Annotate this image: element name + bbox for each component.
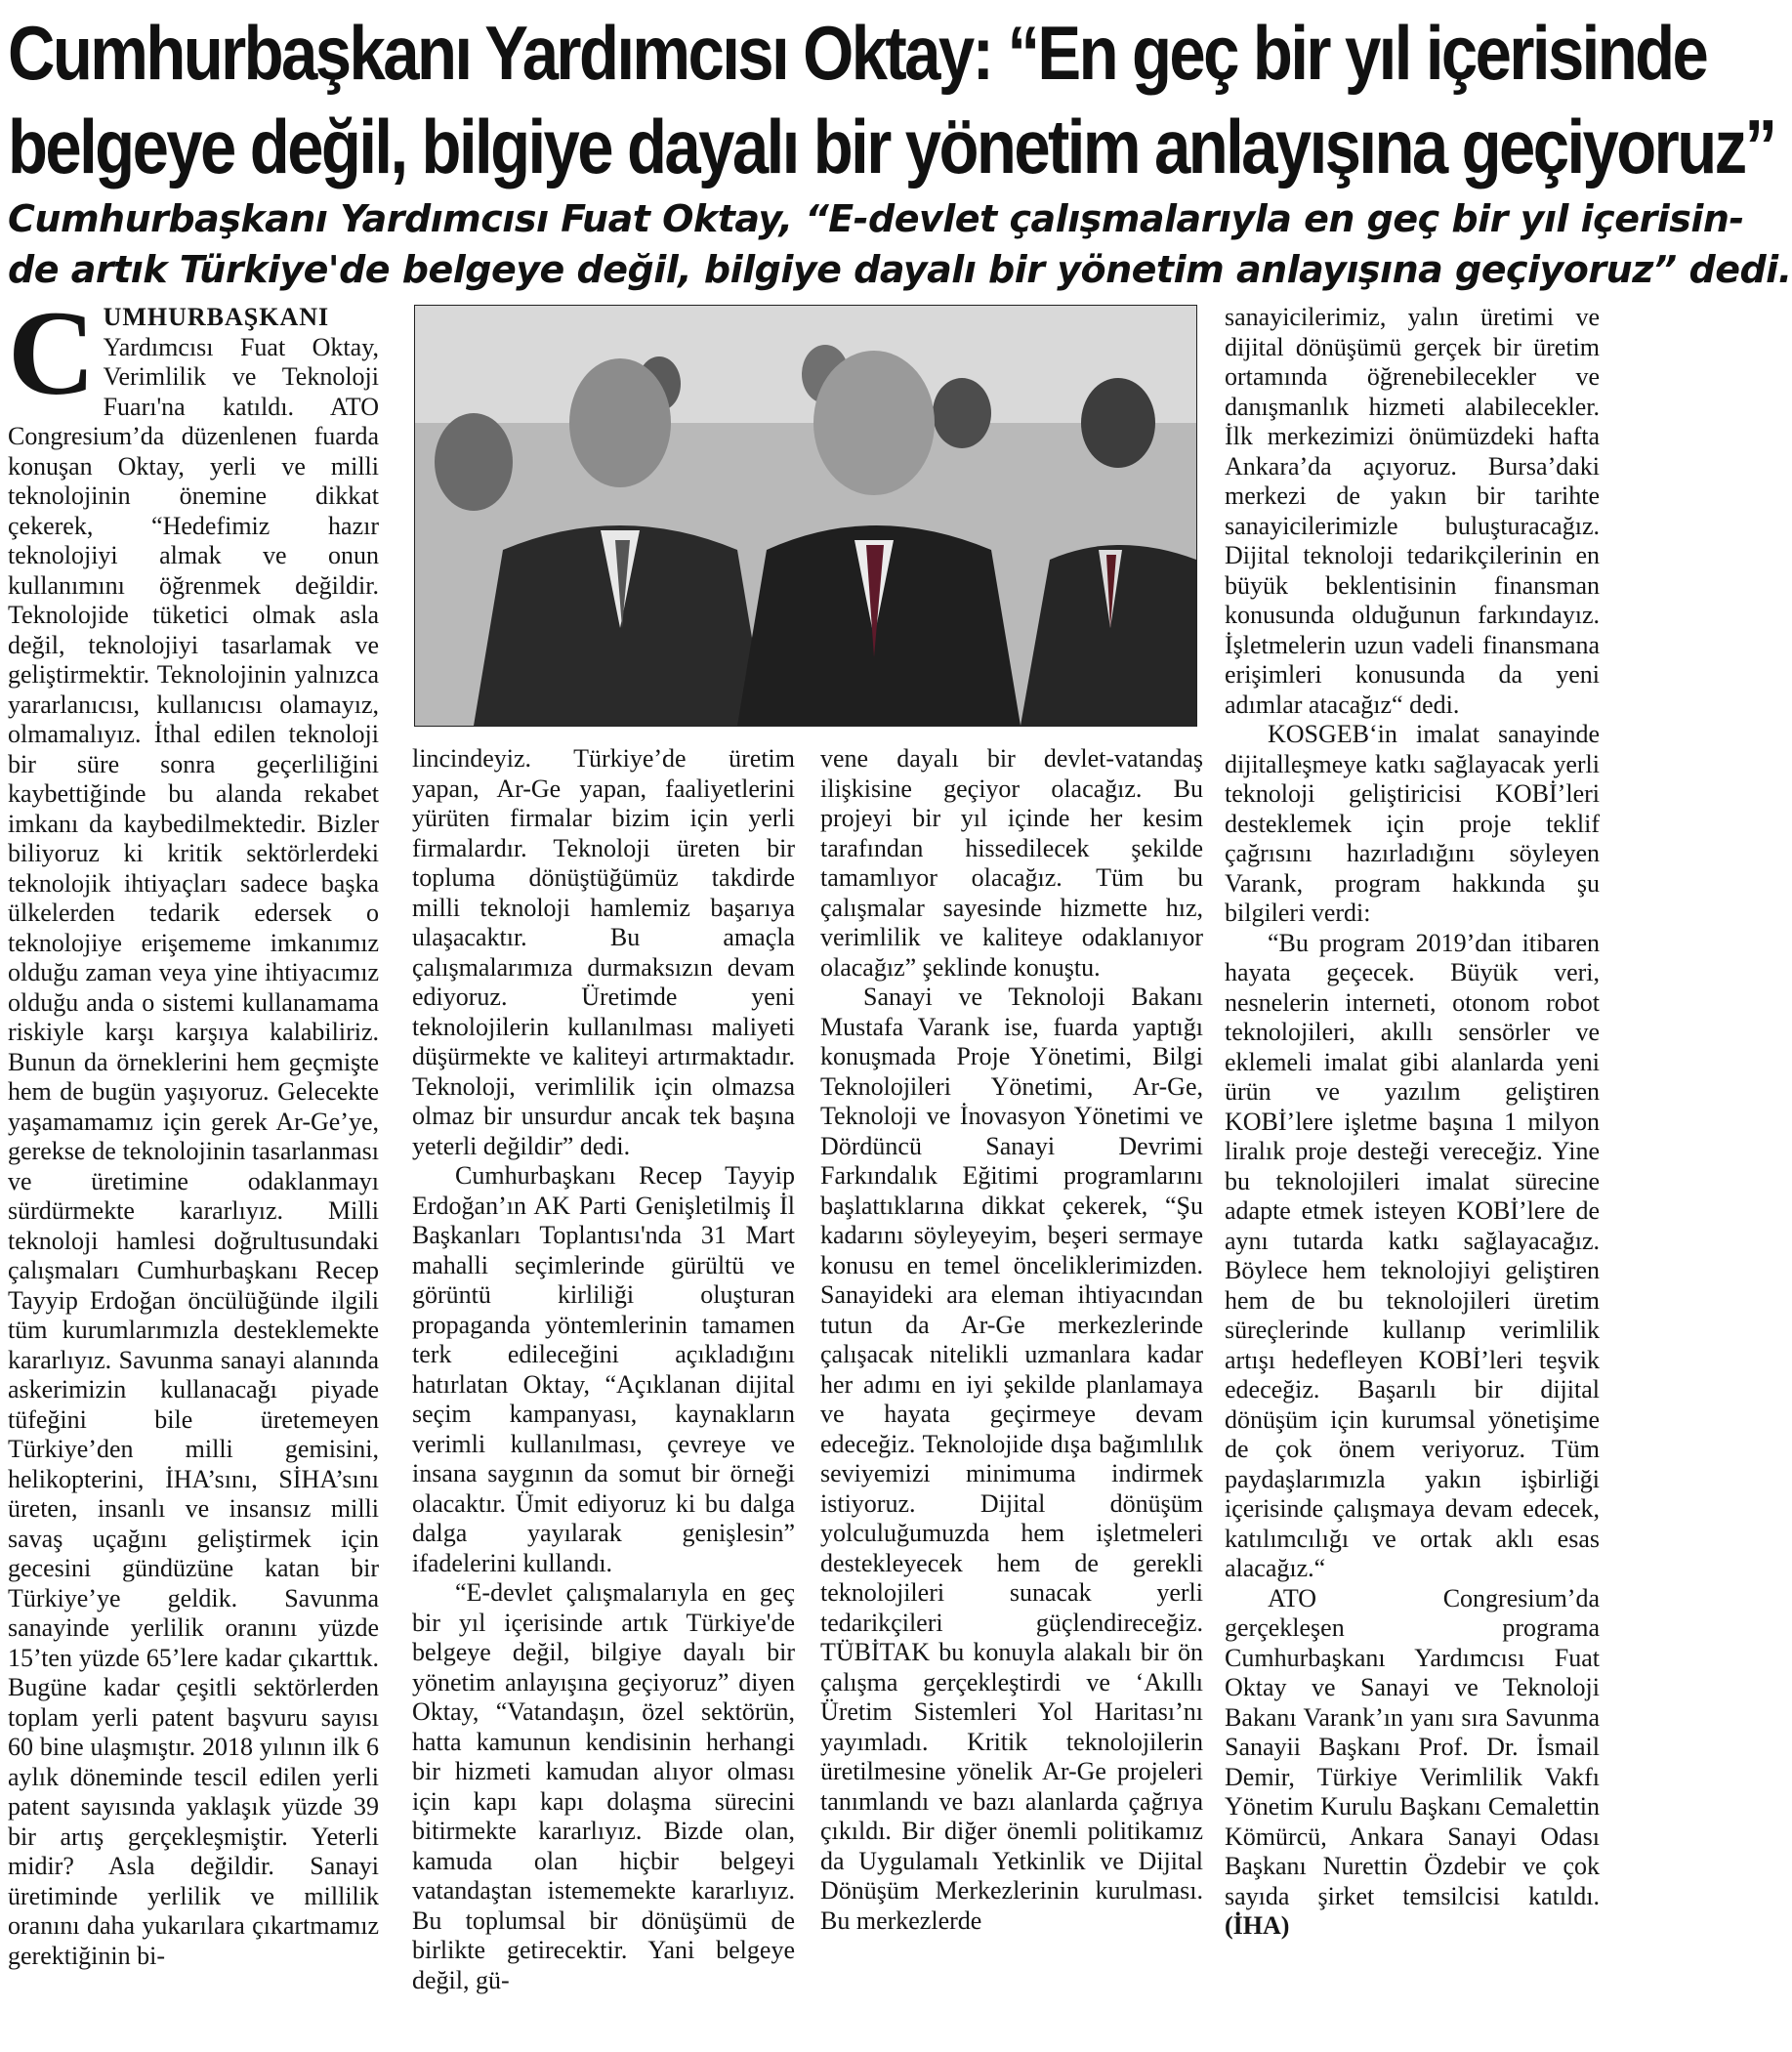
- article-column-3: [820, 744, 1203, 1936]
- paragraph-text: Yardımcısı Fuat Oktay, Verimlilik ve Teknoloji Fuarı'na katıldı. ATO Congresium’da düzenlenen fuarda konuşan Oktay, yerli ve milli teknolojinin önemine dikkat çekerek, “Hedefimiz hazır teknolojiyi almak ve onun kullanımını öğrenmek değildir. Teknolojide tüketici olmak asla değil, teknolojiyi tasarlamak ve geliştirmektir. Teknolojinin yalnızca yararlanıcısı, kullanıcısı olamayız, olmamalıyız. İthal edilen teknoloji bir süre sonra geçerliliğini kaybettiğinde bu alanda rekabet imkanı da kaybedilmektedir. Bizler biliyoruz ki kritik sektörlerdeki teknolojik ihtiyaçları sadece başka ülkelerden tedarik edersek o teknolojiye erişememe imkanımız olduğu zaman veya yine ihtiyacımız olduğu anda o sistemi kullanamama riskiyle karşı karşıya kalabiliriz. Bunun da örneklerini hem geçmişte hem de bugün yaşıyoruz. Gelecekte yaşamamamız için gerek Ar-Ge’ye, gerekse de teknolojinin tasarlanması ve üretimine odaklanmayı sürdürmekte kararlıyız. Milli teknoloji hamlesi doğrultusundaki çalışmaları Cumhurbaşkanı Recep Tayyip Erdoğan öncülüğünde ilgili tüm kurumlarımızla desteklemekte kararlıyız. Savunma sanayi alanında askerimizin kullanacağı piyade tüfeğini bile üretemeyen Türkiye’den milli gemisini, helikopterini, İHA’sını, SİHA’sını üreten, insanlı ve insansız milli savaş uçağını geliştirmek için gecesini gündüzüne katan bir Türkiye’ye geldik. Savunma sanayinde yerlilik oranını yüzde 15’ten yüzde 65’lere kadar çıkarttık. Bugüne kadar çeşitli sektörlerden toplam yerli patent başvuru sayısı 60 bine ulaşmıştır. 2018 yılının ilk 6 aylık döneminde tescil edilen yerli patent sayısında yaklaşık yüzde 39 bir artış gerçekleşmiştir. Yeterli midir? Asla değildir. Sanayi üretiminde yerlilik ve millilik oranını daha yukarılara çıkartmamız gerektiğinin bi-: [8, 332, 379, 1970]
- article-paragraph: sanayicilerimiz, yalın üretimi ve dijital dönüşümü gerçek bir üretim ortamında öğrenebilecekler ve danışmanlık hizmeti alabilecekler. İlk merkezimizi önümüzdeki hafta Ankara’da açıyoruz. Bursa’daki merkezi de yakın bir tarihte sanayicilerimizle buluşturacağız. Dijital teknoloji tedarikçilerinin en büyük beklentisinin finansman konusunda olduğunun farkındayız. İşletmelerin uzun vadeli finansmana erişimleri konusunda da yeni adımlar atacağız“ dedi.: [1225, 303, 1600, 719]
- headline-line-2: belgeye değil, bilgiye dayalı bir yönetim anlayışına geçiyoruz”: [8, 104, 1775, 189]
- article-paragraph: “Bu program 2019’dan itibaren hayata geçecek. Büyük veri, nesnelerin interneti, otonom robot teknolojileri, akıllı sensörler ve eklemeli imalat gibi alanlarda yeni ürün ve yazılım geliştiren KOBİ’lere işletme başına 1 milyon liralık proje desteği vereceğiz. Yine bu teknolojileri imalat sürecine adapte etmek isteyen KOBİ’lere de aynı tutarda katkı sağlayacağız. Böylece hem teknolojiyi geliştiren hem de bu teknolojileri üretim süreçlerinde kullanıp verimlilik artışı hedefleyen KOBİ’leri teşvik edeceğiz. Başarılı bir dijital dönüşüm için kurumsal yönetişime de çok önem veriyoruz. Tüm paydaşlarımızla yakın işbirliği içerisinde çalışmaya devam edecek, katılımcılığı ve ortak aklı esas alacağız.“: [1225, 928, 1600, 1582]
- article-paragraph: vene dayalı bir devlet-vatandaş ilişkisine geçiyor olacağız. Bu projeyi bir yıl içinde her kesim tarafından hissedilecek şekilde tamamlıyor olacağız. Tüm bu çalışmalar sayesinde hizmette hız, verimlilik ve kaliteye odaklanıyor olacağız” şeklinde konuştu.: [820, 744, 1203, 982]
- article-paragraph: Sanayi ve Teknoloji Bakanı Mustafa Varank ise, fuarda yaptığı konuşmada Proje Yönetimi, Bilgi Teknolojileri Yönetimi, Ar-Ge, Teknoloji ve İnovasyon Yönetimi ve Dördüncü Sanayi Devrimi Farkındalık Eğitimi programlarını başlattıklarına dikkat çekerek, “Şu kadarını söyleyeyim, beşeri sermaye konusu en temel önceliklerimizden. Sanayideki ara eleman ihtiyacından tutun da Ar-Ge merkezlerinde çalışacak nitelikli uzmanlara kadar her adımı en iyi şekilde planlamaya ve hayata geçirmeye devam edeceğiz. Teknolojide dışa bağımlılık seviyemizi minimuma indirmek istiyoruz. Dijital dönüşüm yolculuğumuzda hem işletmeleri destekleyecek hem de gerekli teknolojileri sunacak yerli tedarikçileri güçlendireceğiz. TÜBİTAK bu konuyla alakalı bir ön çalışma gerçekleştirdi ve ‘Akıllı Üretim Sistemleri Yol Haritası’nı yayımladı. Kritik teknolojilerin üretilmesine yönelik Ar-Ge projeleri tanımlandı ve bazı alanlarda çağrıya çıkıldı. Bir diğer önemli politikamız da Uygulamalı Yetkinlik ve Dijital Dönüşüm Merkezlerinin kurulması. Bu merkezlerde: [820, 983, 1203, 1935]
- lead-word: UMHURBAŞKANI: [103, 303, 330, 331]
- deck-line-2: de artık Türkiye'de belgeye değil, bilgiye dayalı bir yönetim anlayışına geçiyoruz” dedi.: [8, 248, 1792, 291]
- article-paragraph: KOSGEB‘in imalat sanayinde dijitalleşmeye katkı sağlayacak yerli teknoloji geliştiricisi KOBİ’leri desteklemek için proje teklif çağrısını hazırladığını söyleyen Varank, program hakkında şu bilgileri verdi:: [1225, 720, 1600, 927]
- news-photo: [414, 305, 1197, 727]
- article-paragraph: lincindeyiz. Türkiye’de üretim yapan, Ar-Ge yapan, faaliyetlerini yürüten firmalar bizim için yerli firmalardır. Teknoloji üreten bir topluma dönüştüğümüz takdirde milli teknoloji hamlemiz başarıya ulaşacaktır. Bu amaçla çalışmalarımıza durmaksızın devam ediyoruz. Üretimde yeni teknolojilerin kullanılması maliyeti düşürmekte ve kaliteyi artırmaktadır. Teknoloji, verimlilik için olmazsa olmaz bir unsurdur ancak tek başına yeterli değildir” dedi.: [412, 744, 795, 1160]
- deck-line-1: Cumhurbaşkanı Yardımcısı Fuat Oktay, “E-devlet çalışmalarıyla en geç bir yıl içerisin-: [8, 197, 1744, 240]
- deck-subheadline: [8, 193, 1792, 295]
- article-column-4: [1225, 303, 1600, 1942]
- article-paragraph: [8, 286, 379, 1971]
- article-column-1: [8, 286, 379, 1971]
- news-photo-officials-icon: [415, 306, 1196, 726]
- paragraph-text: ATO Congresium’da gerçekleşen programa Cumhurbaşkanı Yardımcısı Fuat Oktay ve Sanayi ve Teknoloji Bakanı Varank’ın yanı sıra Savunma Sanayii Başkanı Prof. Dr. İsmail Demir, Türkiye Verimlilik Vakfı Yönetim Kurulu Başkanı Cemalettin Kömürcü, Ankara Sanayi Odası Başkanı Nurettin Özdebir ve çok sayıda şirket temsilcisi katıldı.: [1225, 1583, 1600, 1910]
- headline-line-1: Cumhurbaşkanı Yardımcısı Oktay: “En geç bir yıl içerisinde: [8, 10, 1707, 96]
- article-paragraph: “E-devlet çalışmalarıyla en geç bir yıl içerisinde artık Türkiye'de belgeye değil, bilgiye dayalı bir yönetim anlayışına geçiyoruz” diyen Oktay, “Vatandaşın, özel sektörün, hatta kamunun kendisinin herhangi bir hizmeti kamudan alıyor olması için kapı kapı dolaşma sürecini bitirmekte kararlıyız. Bizde olan, kamuda olan hiçbir belgeyi vatandaştan istememekte kararlıyız. Bu toplumsal bir dönüşümü de birlikte getirecektir. Yani belgeye değil, gü-: [412, 1578, 795, 1994]
- article-column-2: [412, 744, 795, 1995]
- article-paragraph: Cumhurbaşkanı Recep Tayyip Erdoğan’ın AK Parti Genişletilmiş İl Başkanları Toplantısı'nda 31 Mart mahalli seçimlerinde gürültü ve görüntü kirliliği oluşturan propaganda yöntemlerinin tamamen terk edileceğini açıkladığını hatırlatan Oktay, “Açıklanan dijital seçim kampanyası, kaynakların verimli kullanılması, çevreye ve insana saygının da somut bir örneği olacaktır. Ümit ediyoruz ki bu dalga dalga yayılarak genişlesin” ifadelerini kullandı.: [412, 1161, 795, 1577]
- article-paragraph: [1225, 1584, 1600, 1942]
- news-source: (İHA): [1225, 1911, 1290, 1940]
- drop-cap: C: [8, 286, 96, 420]
- headline: [8, 6, 1775, 193]
